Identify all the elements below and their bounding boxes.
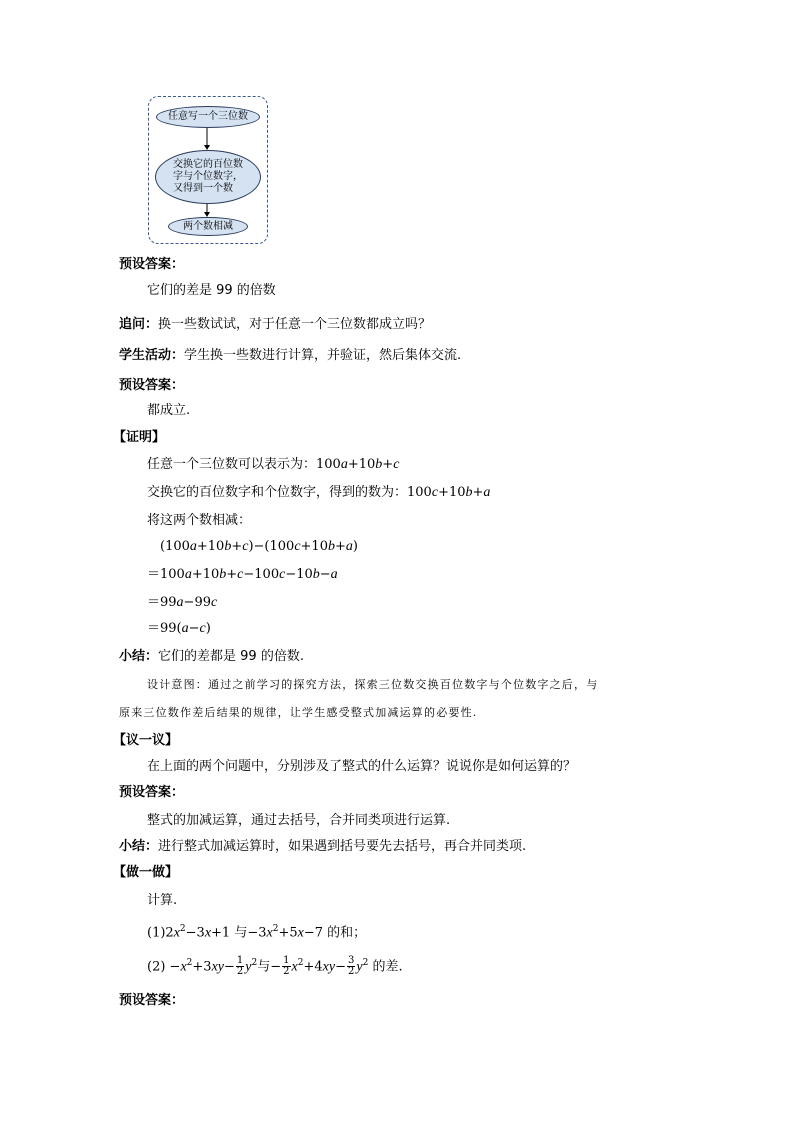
preset-answer-label-1: 预设答案： <box>119 257 185 272</box>
fraction-half-2: $\frac{1}{2}$ <box>283 955 290 978</box>
proof-line-2: 交换它的百位数字和个位数字，得到的数为：100c+10b+a <box>147 485 491 500</box>
flow-step-3: 两个数相减 <box>168 217 248 236</box>
preset-answer-label-3: 预设答案： <box>119 785 185 800</box>
preset-answer-label-4: 预设答案： <box>119 993 185 1008</box>
answer-3: 整式的加减运算，通过去括号，合并同类项进行运算. <box>147 813 451 828</box>
question-label: 追问： <box>119 317 159 332</box>
proof-expr-2: 100c+10b+a <box>407 485 491 500</box>
problem-1: $(1)2x^2-3x+1$ 与$-3x^2+5x-7$ 的和； <box>147 924 367 941</box>
activity-text: 学生换一些数进行计算，并验证，然后集体交流. <box>184 348 462 363</box>
design-intent-1: 设计意图：通过之前学习的探究方法，探索三位数交换百位数字与个位数字之后，与 <box>147 678 599 691</box>
question-text: 换一些数试试，对于任意一个三位数都成立吗？ <box>158 317 432 332</box>
equation-2: ＝100a+10b+c−100c−10b−a <box>147 567 338 582</box>
preset-answer-label-2: 预设答案： <box>119 378 185 393</box>
fraction-half-1: $\frac{1}{2}$ <box>236 955 244 978</box>
discuss-header: 【议一议】 <box>113 733 179 748</box>
proof-line-1: 任意一个三位数可以表示为：100a+10b+c <box>147 457 400 472</box>
problem-2: $(2) -x^2+3xy-$ $\frac{1}{2}$ $y^2$与− $\frac{1}{2}$ $x^2+4xy-$ $\frac{3}{2}$ $y^2$ 的差. <box>147 955 403 978</box>
equation-3: ＝99a−99c <box>147 595 218 610</box>
answer-2: 都成立. <box>147 403 191 418</box>
activity-label: 学生活动： <box>119 348 185 363</box>
summary-2: 小结：进行整式加减运算时，如果遇到括号要先去括号，再合并同类项. <box>119 839 527 854</box>
follow-up-question <box>119 316 431 334</box>
proof-line-3: 将这两个数相减： <box>147 513 252 528</box>
student-activity <box>119 347 461 365</box>
flowchart-frame <box>148 96 268 244</box>
summary-1: 小结：它们的差都是 99 的倍数. <box>119 649 304 664</box>
equation-4: ＝99(a−c) <box>147 621 211 636</box>
answer-1: 它们的差是 99 的倍数 <box>147 283 276 298</box>
summary-label-2: 小结： <box>119 839 159 854</box>
flow-step-1: 任意写一个三位数 <box>156 106 260 128</box>
design-intent-2: 原来三位数作差后结果的规律，让学生感受整式加减运算的必要性. <box>119 706 478 719</box>
calc-label: 计算. <box>147 893 178 908</box>
summary-label-1: 小结： <box>119 649 159 664</box>
discuss-text: 在上面的两个问题中，分别涉及了整式的什么运算？说说你是如何运算的？ <box>147 759 577 774</box>
equation-1: (100a+10b+c)−(100c+10b+a) <box>160 539 358 554</box>
try-header: 【做一做】 <box>113 865 179 880</box>
fraction-three-halves: $\frac{3}{2}$ <box>348 955 355 978</box>
proof-header: 【证明】 <box>113 430 166 445</box>
flow-step-2: 交换它的百位数 字与个位数字， 又得到一个数 <box>155 150 261 204</box>
proof-expr-1: 100a+10b+c <box>316 457 400 472</box>
